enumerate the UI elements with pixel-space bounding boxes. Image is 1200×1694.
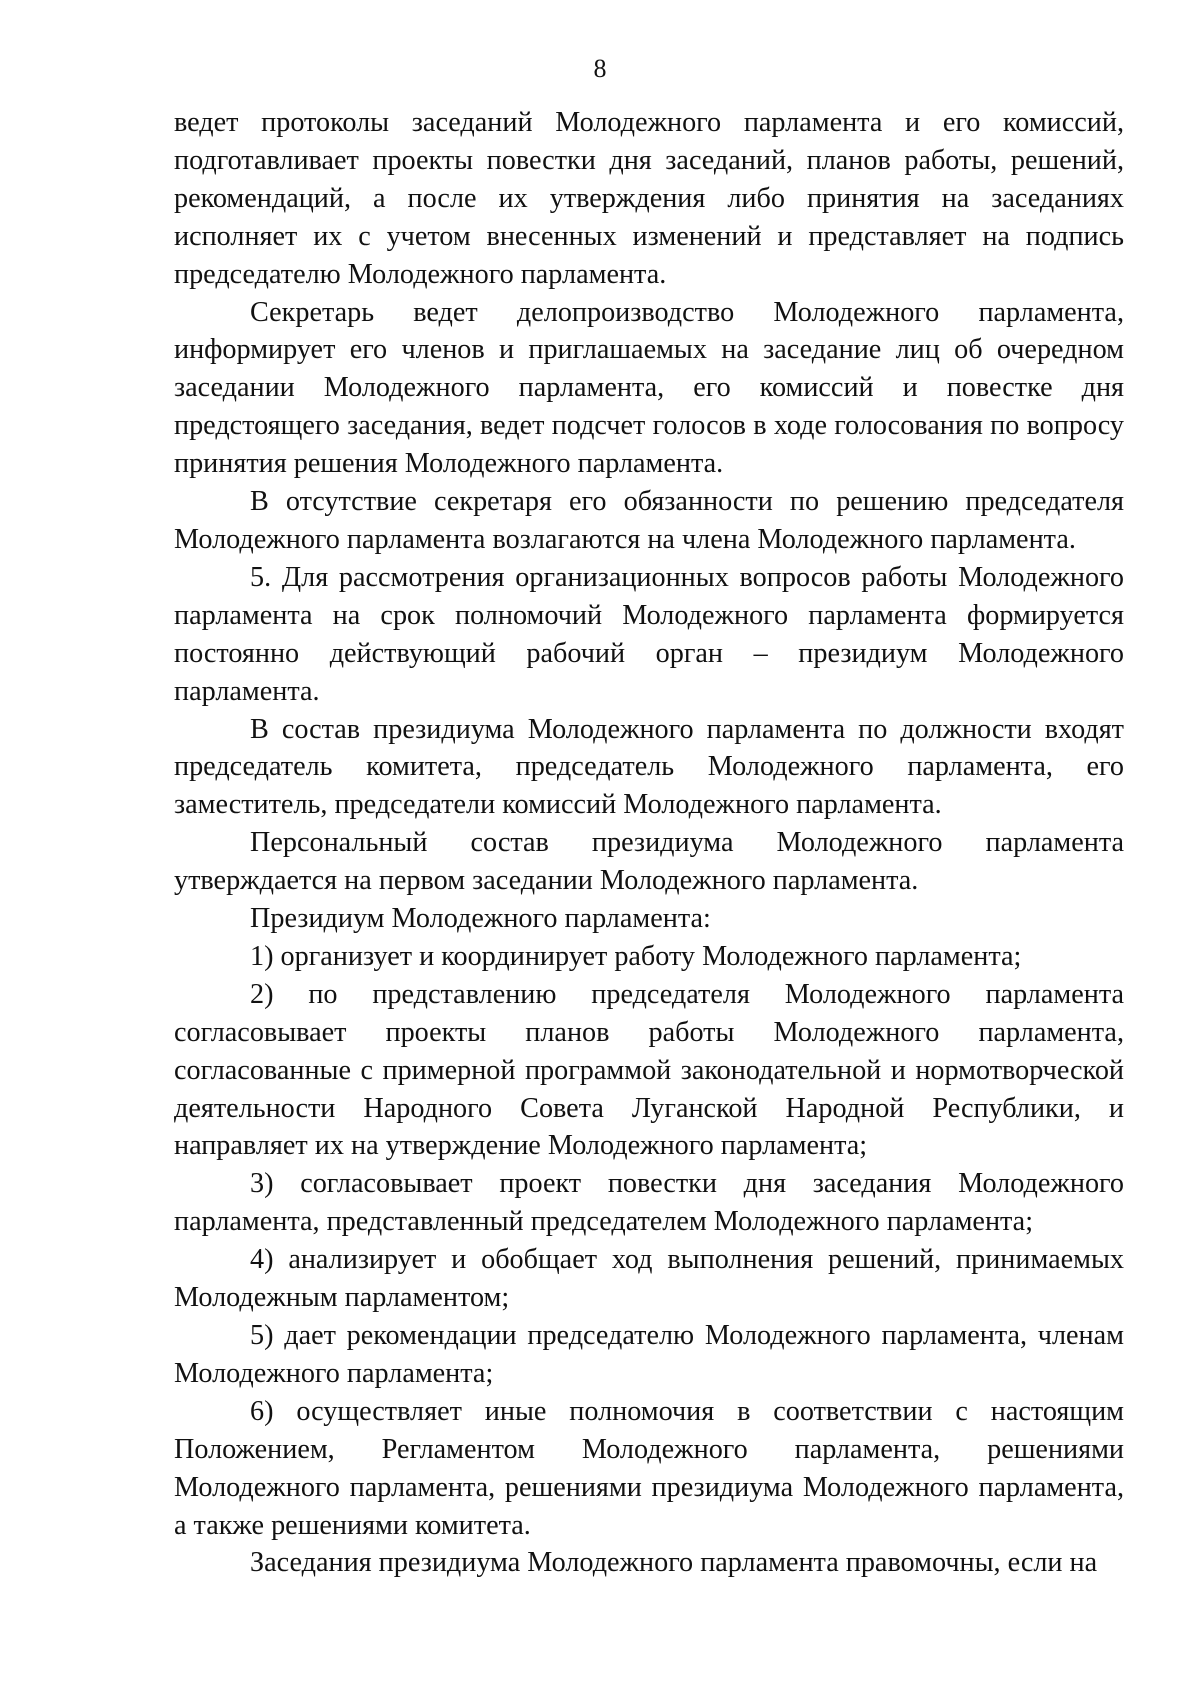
paragraph-presidium-heading: Президиум Молодежного парламента: bbox=[250, 903, 711, 935]
page-number: 8 bbox=[593, 54, 607, 83]
list-item-3: 3) согласовывает проект повестки дня заседания Молодежного парламента, представленный председателем Молодежного парламента; bbox=[174, 1168, 1124, 1238]
paragraph-secretary-absence: В отсутствие секретаря его обязанности по решению председателя Молодежного парламента возлагаются на члена Молодежного парламента. bbox=[174, 486, 1124, 555]
list-item-2: 2) по представлению председателя Молодежного парламента согласовывает проекты планов работы Молодежного парламента, согласованные с примерной программой законодательной и нормотворческой деятельности Народного Совета Луганской Народной Республики, и направляет их на утверждение Молодежного парламента; bbox=[174, 978, 1124, 1162]
list-item-6: 6) осуществляет иные полномочия в соответствии с настоящим Положением, Регламентом Молодежного парламента, решениями Молодежного парламента, решениями президиума Молодежного парламента, а также решениями комитета. bbox=[174, 1395, 1124, 1541]
paragraph-continuation: ведет протоколы заседаний Молодежного парламента и его комиссий, подготавливает проекты повестки дня заседаний, планов работы, решений, рекомендаций, а после их утверждения либо принятия на заседаниях исполняет их с учетом внесенных изменений и представляет на подпись председателю Молодежного парламента. bbox=[174, 107, 1124, 290]
paragraph-presidium-quorum: Заседания президиума Молодежного парламента правомочны, если на bbox=[250, 1547, 1098, 1579]
paragraph-secretary-duties: Секретарь ведет делопроизводство Молодежного парламента, информирует его членов и приглашаемых на заседание лиц об очередном заседании Молодежного парламента, его комиссий и повестке дня предстоящего заседания, ведет подсчет голосов в ходе голосования по вопросу принятия решения Молодежного парламента. bbox=[174, 296, 1124, 480]
list-item-5: 5) дает рекомендации председателю Молодежного парламента, членам Молодежного парламента; bbox=[174, 1320, 1124, 1389]
paragraph-presidium-members: В состав президиума Молодежного парламента по должности входят председатель комитета, председатель Молодежного парламента, его заместитель, председатели комиссий Молодежного парламента. bbox=[174, 713, 1124, 821]
paragraph-item-5-presidium: 5. Для рассмотрения организационных вопросов работы Молодежного парламента на срок полномочий Молодежного парламента формируется постоянно действующий рабочий орган – президиум Молодежного парламента. bbox=[174, 561, 1124, 707]
list-item-4: 4) анализирует и обобщает ход выполнения решений, принимаемых Молодежным парламентом; bbox=[174, 1244, 1124, 1314]
document-body bbox=[174, 104, 1124, 1582]
paragraph-personal-composition: Персональный состав президиума Молодежного парламента утверждается на первом заседании Молодежного парламента. bbox=[174, 827, 1124, 897]
list-item-1: 1) организует и координирует работу Молодежного парламента; bbox=[250, 940, 1022, 972]
